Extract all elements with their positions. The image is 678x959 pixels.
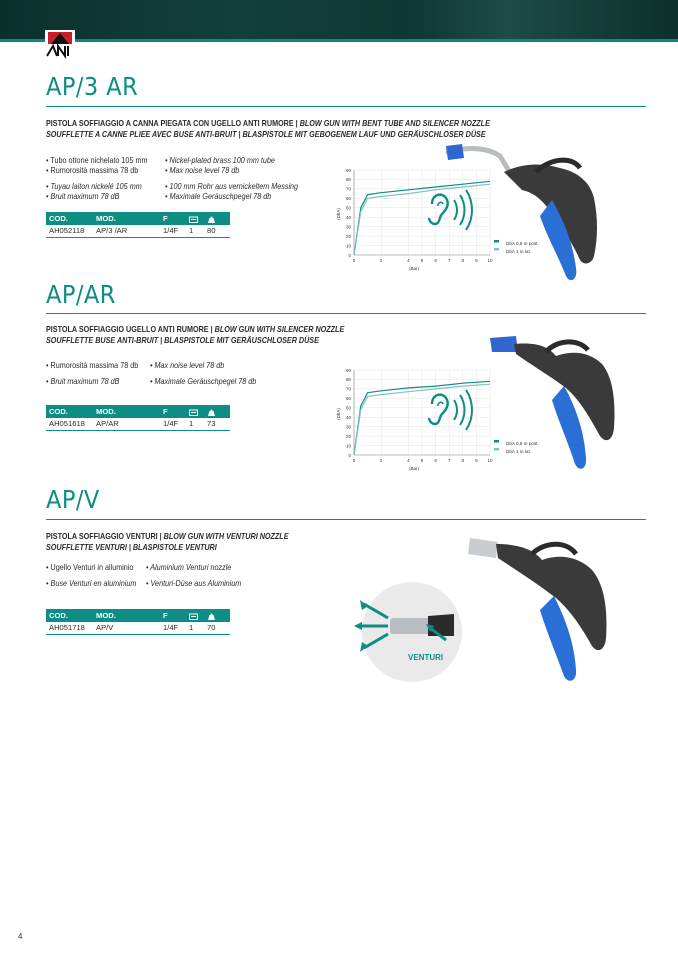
feature-item: • Max noise level 78 db (150, 361, 225, 370)
x-tick-label: 5 (420, 458, 424, 463)
legend (506, 240, 539, 256)
cell-f: 1/4F (160, 622, 186, 634)
x-tick-label: 7 (447, 458, 451, 463)
table-row (46, 622, 230, 634)
table-row (46, 418, 230, 430)
cell-model: AP/AR (93, 418, 160, 430)
noise-chart (330, 362, 500, 477)
col-mod: MOD. (93, 405, 160, 418)
section-description: PISTOLA SOFFIAGGIO VENTURI | BLOW GUN WITH VENTURI NOZZLE SOUFFLETTE VENTURI | BLASPISTOLE VENTURI (46, 531, 289, 552)
section-title: AP/AR (46, 280, 116, 309)
cell-f: 1/4F (160, 225, 186, 237)
feature-item: • Nickel-plated brass 100 mm tube (165, 156, 275, 165)
feature-item: • Rumorosità massima 78 db (46, 166, 139, 175)
section-rule (46, 519, 646, 520)
cell-code: AH051618 (46, 418, 93, 430)
cell-pack: 1 (186, 622, 204, 634)
y-tick-label: 60 (345, 196, 351, 202)
x-tick-label: 10 (487, 458, 493, 463)
header-band (0, 0, 678, 40)
col-f: F (160, 609, 186, 622)
ani-logo-icon (45, 30, 75, 60)
feature-item: • Tubo ottone nichelato 105 mm (46, 156, 148, 165)
y-tick-label: 20 (345, 233, 351, 239)
weight-icon (204, 609, 230, 622)
cell-f: 1/4F (160, 418, 186, 430)
y-tick-label: 70 (345, 386, 351, 392)
section-title: AP/V (46, 485, 100, 514)
x-tick-label: 10 (487, 258, 493, 263)
header-rule (0, 39, 678, 42)
feature-item: • Maximale Geräuschpegel 78 db (165, 192, 272, 201)
weight-icon (204, 405, 230, 418)
x-axis-label: (Bar) (409, 466, 419, 471)
x-tick-label: 4 (407, 458, 410, 463)
y-tick-label: 90 (345, 367, 351, 373)
legend (506, 440, 539, 456)
x-axis-label: (Bar) (409, 266, 419, 271)
venturi-detail-image (350, 578, 470, 683)
y-tick-label: 70 (345, 186, 351, 192)
legend-entry: DbA 0,5 m post. (506, 441, 539, 446)
y-tick-label: 0 (348, 252, 351, 258)
x-tick-label: 6 (434, 458, 437, 463)
cell-pack: 1 (186, 225, 204, 237)
feature-item: • Bruit maximum 78 dB (46, 192, 120, 201)
cell-weight: 73 (204, 418, 230, 430)
y-axis-label: (DbA) (336, 208, 341, 220)
section-rule (46, 106, 646, 107)
cell-weight: 70 (204, 622, 230, 634)
col-mod: MOD. (93, 212, 160, 225)
x-tick-label: 9 (475, 258, 478, 263)
cell-weight: 80 (204, 225, 230, 237)
y-tick-label: 80 (345, 377, 351, 383)
x-tick-label: 2 (379, 458, 383, 463)
venturi-label: VENTURI (408, 653, 444, 662)
feature-item: • Max noise level 78 db (165, 166, 240, 175)
x-tick-label: 9 (475, 458, 478, 463)
x-tick-label: 7 (447, 258, 451, 263)
feature-item: • Bruit maximum 78 dB (46, 377, 120, 386)
col-f: F (160, 212, 186, 225)
section-description: PISTOLA SOFFIAGGIO UGELLO ANTI RUMORE | BLOW GUN WITH SILENCER NOZZLE SOUFFLETTE BUSE ANTI-BRUIT | BLASPISTOLE MIT GERÄUSCHLOSER DÜSE (46, 324, 345, 345)
col-mod: MOD. (93, 609, 160, 622)
feature-item: • Ugello Venturi in alluminio (46, 563, 134, 572)
y-tick-label: 20 (345, 433, 351, 439)
section-description: PISTOLA SOFFIAGGIO A CANNA PIEGATA CON UGELLO ANTI RUMORE | BLOW GUN WITH BENT TUBE AND SILENCER NOZZLE SOUFFLETTE A CANNE PLIEE AVEC BUSE ANTI-BRUIT | BLASPISTOLE MIT GEBOGENEM LAUF UND GERÄUSCHLOSER DÜSE (46, 118, 490, 139)
box-icon (186, 405, 204, 418)
feature-item: • Venturi-Düse aus Aluminium (146, 579, 242, 588)
feature-item: • Tuyau laiton nickelé 105 mm (46, 182, 142, 191)
product-table (46, 405, 230, 431)
col-cod: COD. (46, 212, 93, 225)
y-tick-label: 90 (345, 167, 351, 173)
section-title: AP/3 AR (46, 72, 139, 101)
legend-entry: DbA 1 m lat. (506, 449, 532, 454)
weight-icon (204, 212, 230, 225)
x-tick-label: 0 (352, 458, 356, 463)
legend-entry: DbA 1 m lat. (506, 249, 532, 254)
feature-item: • Rumorosità massima 78 db (46, 361, 139, 370)
y-tick-label: 60 (345, 396, 351, 402)
x-tick-label: 8 (461, 258, 465, 263)
blow-gun-bent-tube-image (440, 138, 620, 286)
y-tick-label: 50 (345, 405, 351, 411)
blow-gun-venturi-image (466, 528, 626, 684)
page-number: 4 (18, 932, 23, 941)
section-rule (46, 313, 646, 314)
col-cod: COD. (46, 609, 93, 622)
cell-code: AH051718 (46, 622, 93, 634)
cell-code: AH052118 (46, 225, 93, 237)
legend-entry: DbA 0,5 m post. (506, 241, 539, 246)
y-tick-label: 40 (345, 415, 351, 421)
product-table (46, 212, 230, 238)
x-tick-label: 6 (434, 258, 437, 263)
y-tick-label: 50 (345, 205, 351, 211)
y-tick-label: 80 (345, 177, 351, 183)
y-tick-label: 40 (345, 215, 351, 221)
product-table (46, 609, 230, 635)
feature-item: • Buse Venturi en aluminium (46, 579, 137, 588)
cell-model: AP/3 /AR (93, 225, 160, 237)
x-tick-label: 5 (420, 258, 424, 263)
y-tick-label: 10 (345, 243, 351, 249)
table-row (46, 225, 230, 237)
x-tick-label: 0 (352, 258, 356, 263)
box-icon (186, 212, 204, 225)
cell-model: AP/V (93, 622, 160, 634)
y-tick-label: 10 (345, 443, 351, 449)
x-tick-label: 8 (461, 458, 465, 463)
col-cod: COD. (46, 405, 93, 418)
y-tick-label: 0 (348, 452, 351, 458)
y-axis-label: (DbA) (336, 408, 341, 420)
feature-item: • Maximale Geräuschpegel 78 db (150, 377, 257, 386)
col-f: F (160, 405, 186, 418)
y-tick-label: 30 (345, 424, 351, 430)
x-tick-label: 2 (379, 258, 383, 263)
y-tick-label: 30 (345, 224, 351, 230)
x-tick-label: 4 (407, 258, 410, 263)
box-icon (186, 609, 204, 622)
feature-item: • 100 mm Rohr aus vernickeltem Messing (165, 182, 299, 191)
cell-pack: 1 (186, 418, 204, 430)
feature-item: • Aluminium Venturi nozzle (146, 563, 232, 572)
